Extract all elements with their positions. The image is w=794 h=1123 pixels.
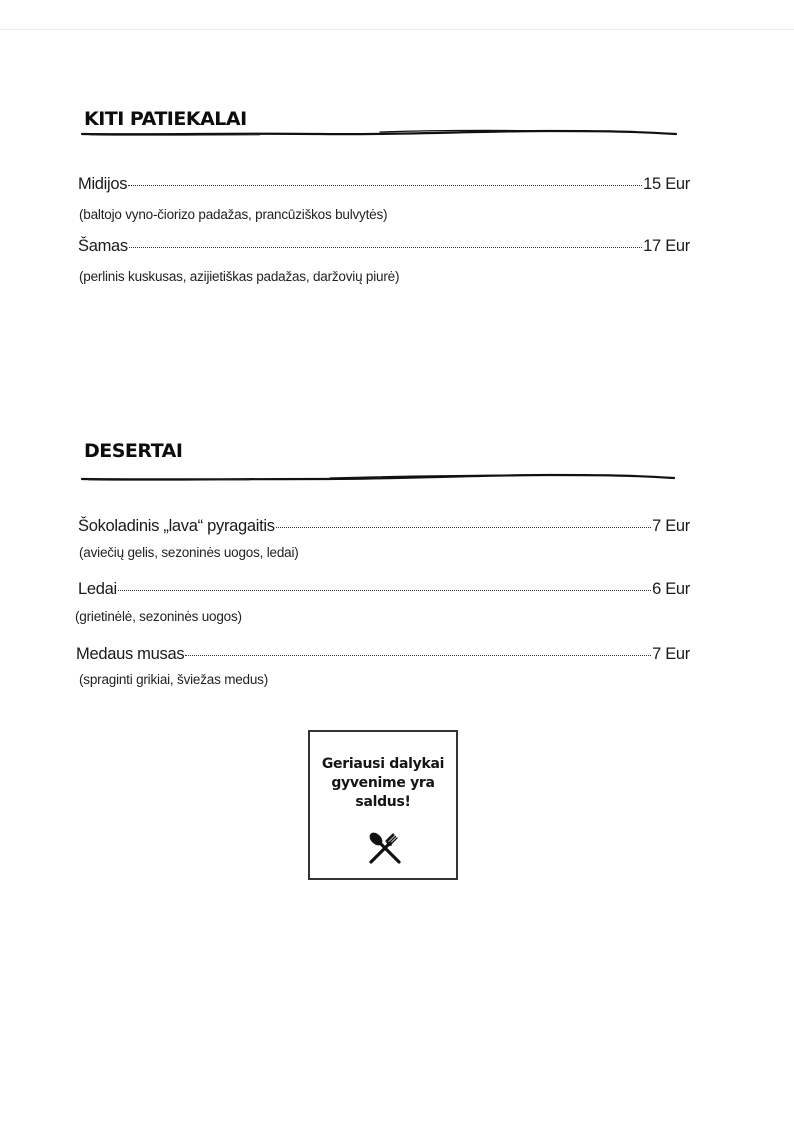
menu-item-description: (baltojo vyno-čiorizo padažas, prancūziškos bulvytės) [79,207,388,222]
menu-item-medaus-musas [76,645,690,664]
dotted-leader [185,654,651,656]
menu-item-midijos [78,175,690,194]
menu-item-price: 17 Eur [643,237,690,255]
menu-item-price: 7 Eur [652,517,690,535]
menu-item-description: (perlinis kuskusas, azijietiškas padažas, daržovių piurė) [79,269,400,284]
section-title-desertai: DESERTAI [84,440,183,462]
menu-item-ledai [78,580,690,599]
menu-item-price: 15 Eur [643,175,690,193]
fork-spoon-icon [367,830,403,866]
menu-item-description: (grietinėlė, sezoninės uogos) [75,609,242,624]
menu-item-price: 7 Eur [652,645,690,663]
menu-item-sokoladinis-lava [78,517,690,536]
menu-item-name: Ledai [78,580,117,598]
menu-item-price: 6 Eur [652,580,690,598]
dotted-leader [276,526,651,528]
quote-box [308,730,458,880]
brush-stroke-divider [80,124,680,140]
menu-item-name: Šokoladinis „lava“ pyragaitis [78,517,275,535]
menu-item-samas [78,237,690,256]
menu-item-name: Šamas [78,237,128,255]
dotted-leader [129,246,642,248]
menu-item-name: Midijos [78,175,128,193]
brush-stroke-divider [80,470,680,486]
dotted-leader [118,589,651,591]
section-title-kiti-patiekalai: KITI PATIEKALAI [84,108,247,130]
page-top-rule [0,29,794,30]
quote-text: Geriausi dalykai gyvenime yra saldus! [321,756,445,810]
menu-item-name: Medaus musas [76,645,185,663]
dotted-leader [128,184,642,186]
menu-item-description: (aviečių gelis, sezoninės uogos, ledai) [79,545,299,560]
menu-item-description: (spraginti grikiai, šviežas medus) [79,672,269,687]
